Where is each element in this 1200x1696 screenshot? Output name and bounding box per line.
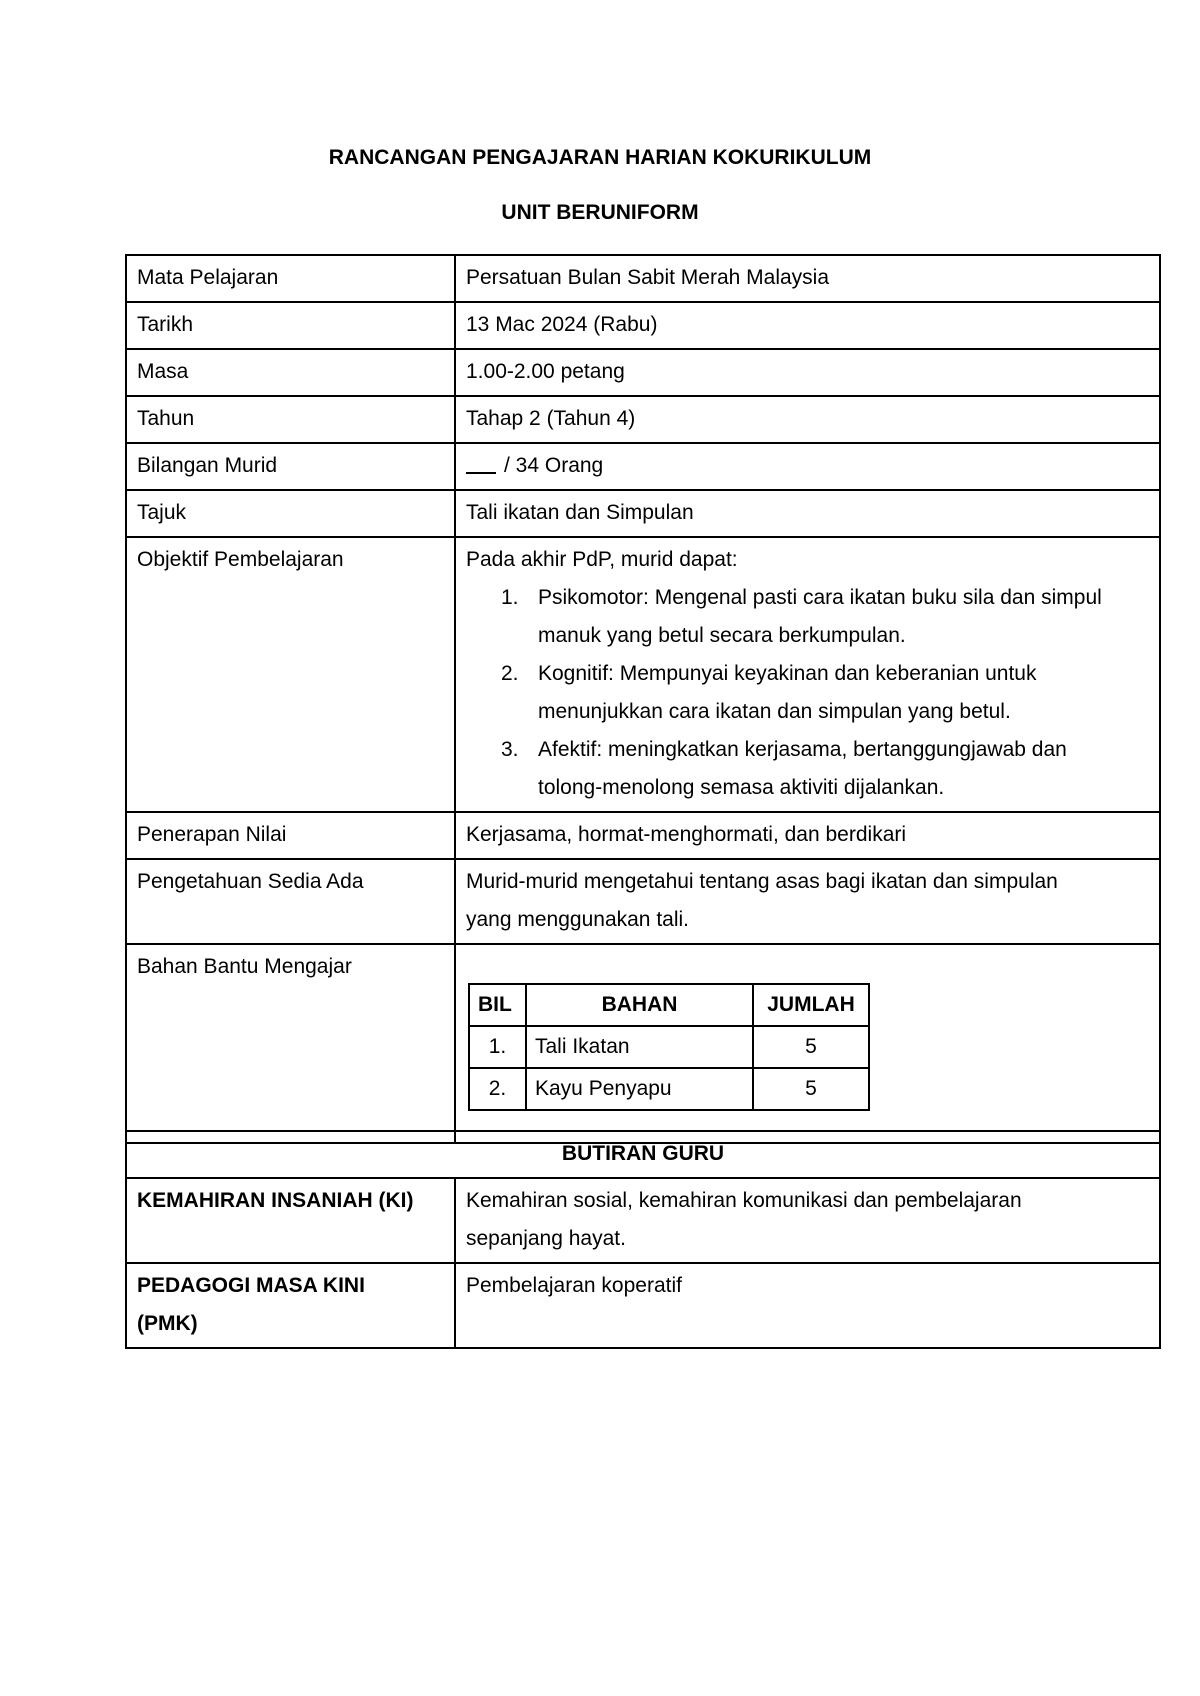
list-number: 1. — [501, 586, 519, 609]
table-row — [126, 302, 1160, 349]
objektif-text: menunjukkan cara ikatan dan simpulan yang betul. — [538, 700, 1011, 723]
objektif-text: tolong-menolong semasa aktiviti dijalankan. — [538, 776, 945, 799]
table-row — [469, 1026, 869, 1068]
bahan-header: BAHAN — [526, 984, 753, 1026]
jumlah-cell: 5 — [753, 1026, 869, 1068]
ki-text: sepanjang hayat. — [466, 1227, 626, 1250]
table-row — [126, 255, 1160, 302]
bahan-cell: Kayu Penyapu — [526, 1068, 753, 1110]
table-row — [126, 1131, 1160, 1178]
teacher-details-table — [125, 1130, 1161, 1349]
pengetahuan-text: yang menggunakan tali. — [466, 908, 689, 931]
pengetahuan-cell — [455, 859, 1160, 944]
table-row — [126, 537, 1160, 812]
objektif-intro: Pada akhir PdP, murid dapat: — [466, 548, 738, 571]
table-row — [126, 1263, 1160, 1348]
penerapan-nilai-value: Kerjasama, hormat-menghormati, dan berdikari — [455, 812, 1160, 859]
tahun-value: Tahap 2 (Tahun 4) — [455, 396, 1160, 443]
jumlah-header: JUMLAH — [753, 984, 869, 1026]
bilangan-murid-cell — [455, 443, 1160, 490]
tajuk-value: Tali ikatan dan Simpulan — [455, 490, 1160, 537]
bilangan-murid-label: Bilangan Murid — [126, 443, 455, 490]
butiran-guru-heading: BUTIRAN GURU — [126, 1131, 1160, 1178]
mata-pelajaran-label: Mata Pelajaran — [126, 255, 455, 302]
objektif-list — [466, 579, 1149, 807]
bahan-cell: Tali Ikatan — [526, 1026, 753, 1068]
bbm-label: Bahan Bantu Mengajar — [126, 944, 455, 1143]
pengetahuan-text: Murid-murid mengetahui tentang asas bagi ikatan dan simpulan — [466, 870, 1058, 893]
table-row — [469, 1068, 869, 1110]
objektif-text: Kognitif: Mempunyai keyakinan dan keberanian untuk — [538, 662, 1037, 685]
bil-cell: 1. — [469, 1026, 526, 1068]
pmk-label: PEDAGOGI MASA KINI — [137, 1274, 365, 1297]
bbm-cell — [455, 944, 1160, 1143]
table-row — [126, 443, 1160, 490]
tarikh-label: Tarikh — [126, 302, 455, 349]
list-item — [466, 579, 1149, 655]
blank-line — [466, 450, 496, 474]
objektif-label: Objektif Pembelajaran — [126, 537, 455, 812]
tarikh-value: 13 Mac 2024 (Rabu) — [455, 302, 1160, 349]
list-item — [466, 731, 1149, 807]
objektif-text: manuk yang betul secara berkumpulan. — [538, 624, 906, 647]
document-subtitle: UNIT BERUNIFORM — [501, 201, 699, 224]
materials-table — [468, 983, 870, 1111]
pengetahuan-label: Pengetahuan Sedia Ada — [126, 859, 455, 944]
ki-label: KEMAHIRAN INSANIAH (KI) — [126, 1178, 455, 1263]
bil-cell: 2. — [469, 1068, 526, 1110]
tajuk-label: Tajuk — [126, 490, 455, 537]
bilangan-murid-value: / 34 Orang — [504, 454, 604, 477]
mata-pelajaran-value: Persatuan Bulan Sabit Merah Malaysia — [455, 255, 1160, 302]
pmk-label-cell — [126, 1263, 455, 1348]
ki-cell — [455, 1178, 1160, 1263]
list-item — [466, 655, 1149, 731]
pmk-value: Pembelajaran koperatif — [455, 1263, 1160, 1348]
table-row — [126, 944, 1160, 1143]
pmk-label: (PMK) — [137, 1312, 198, 1335]
tahun-label: Tahun — [126, 396, 455, 443]
objektif-cell — [455, 537, 1160, 812]
list-number: 2. — [501, 662, 519, 685]
table-row — [126, 859, 1160, 944]
objektif-text: Psikomotor: Mengenal pasti cara ikatan buku sila dan simpul — [538, 586, 1102, 609]
masa-value: 1.00-2.00 petang — [455, 349, 1160, 396]
table-row — [126, 396, 1160, 443]
table-row — [126, 349, 1160, 396]
table-row — [126, 490, 1160, 537]
table-header-row — [469, 984, 869, 1026]
list-number: 3. — [501, 738, 519, 761]
objektif-text: Afektif: meningkatkan kerjasama, bertanggungjawab dan — [538, 738, 1067, 761]
penerapan-nilai-label: Penerapan Nilai — [126, 812, 455, 859]
document-title: RANCANGAN PENGAJARAN HARIAN KOKURIKULUM — [328, 146, 872, 169]
masa-label: Masa — [126, 349, 455, 396]
table-row — [126, 812, 1160, 859]
jumlah-cell: 5 — [753, 1068, 869, 1110]
table-row — [126, 1178, 1160, 1263]
bil-header: BIL — [469, 984, 526, 1026]
lesson-details-table — [125, 254, 1161, 1144]
ki-text: Kemahiran sosial, kemahiran komunikasi dan pembelajaran — [466, 1189, 1022, 1212]
